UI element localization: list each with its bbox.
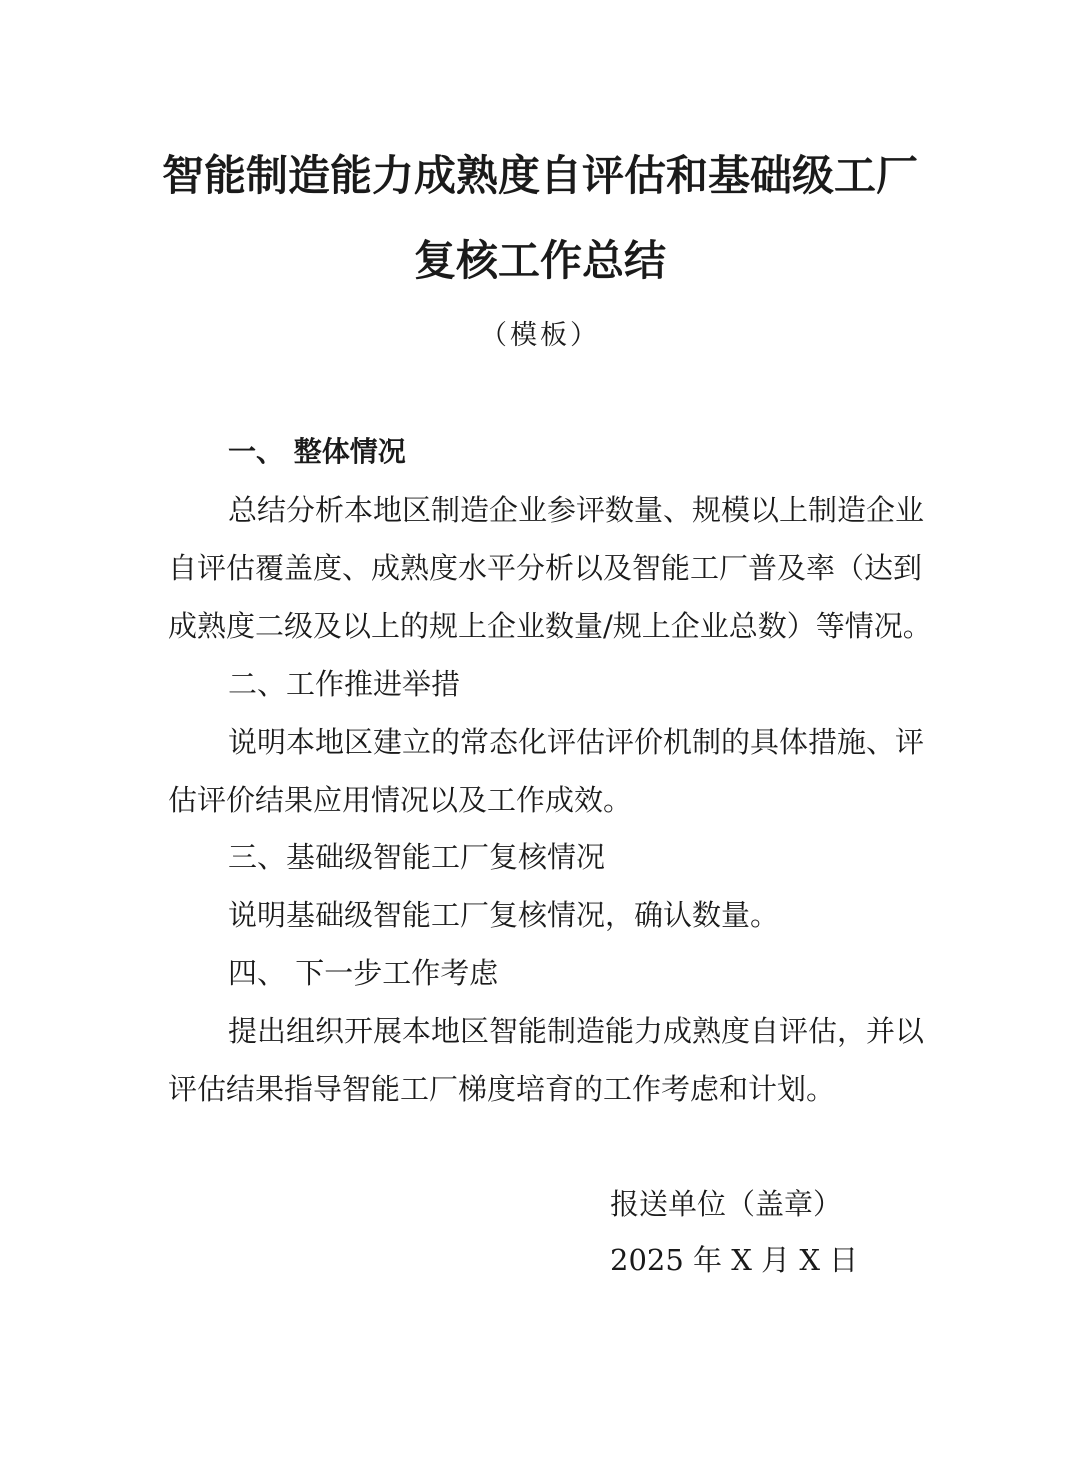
section-1-heading: 一、 整体情况 [228, 435, 406, 468]
section-1-body-line-2: 自评估覆盖度、成熟度水平分析以及智能工厂普及率（达到 [168, 551, 923, 585]
section-4-body-line-1: 提出组织开展本地区智能制造能力成熟度自评估，并以 [228, 1014, 925, 1048]
section-3-body-line-1: 说明基础级智能工厂复核情况，确认数量。 [228, 898, 780, 932]
section-2-heading: 二、工作推进举措 [228, 667, 461, 701]
section-4-body-line-2: 评估结果指导智能工厂梯度培育的工作考虑和计划。 [168, 1072, 836, 1106]
section-1-body-line-1: 总结分析本地区制造企业参评数量、规模以上制造企业 [228, 493, 925, 527]
document-subtitle: （模板） [480, 320, 600, 351]
section-1-body-line-3: 成熟度二级及以上的规上企业数量/规上企业总数）等情况。 [168, 609, 932, 643]
section-2-body-line-2: 估评价结果应用情况以及工作成效。 [168, 783, 633, 817]
signature-unit: 报送单位（盖章） [610, 1187, 843, 1221]
section-4-heading: 四、 下一步工作考虑 [228, 956, 499, 990]
document-title-line-1: 智能制造能力成熟度自评估和基础级工厂 [161, 151, 918, 200]
document-title-line-2: 复核工作总结 [413, 236, 666, 285]
section-3-heading: 三、基础级智能工厂复核情况 [228, 840, 606, 874]
section-2-body-line-1: 说明本地区建立的常态化评估评价机制的具体措施、评 [228, 725, 925, 759]
signature-date: 2025 年 X 月 X 日 [610, 1243, 859, 1277]
